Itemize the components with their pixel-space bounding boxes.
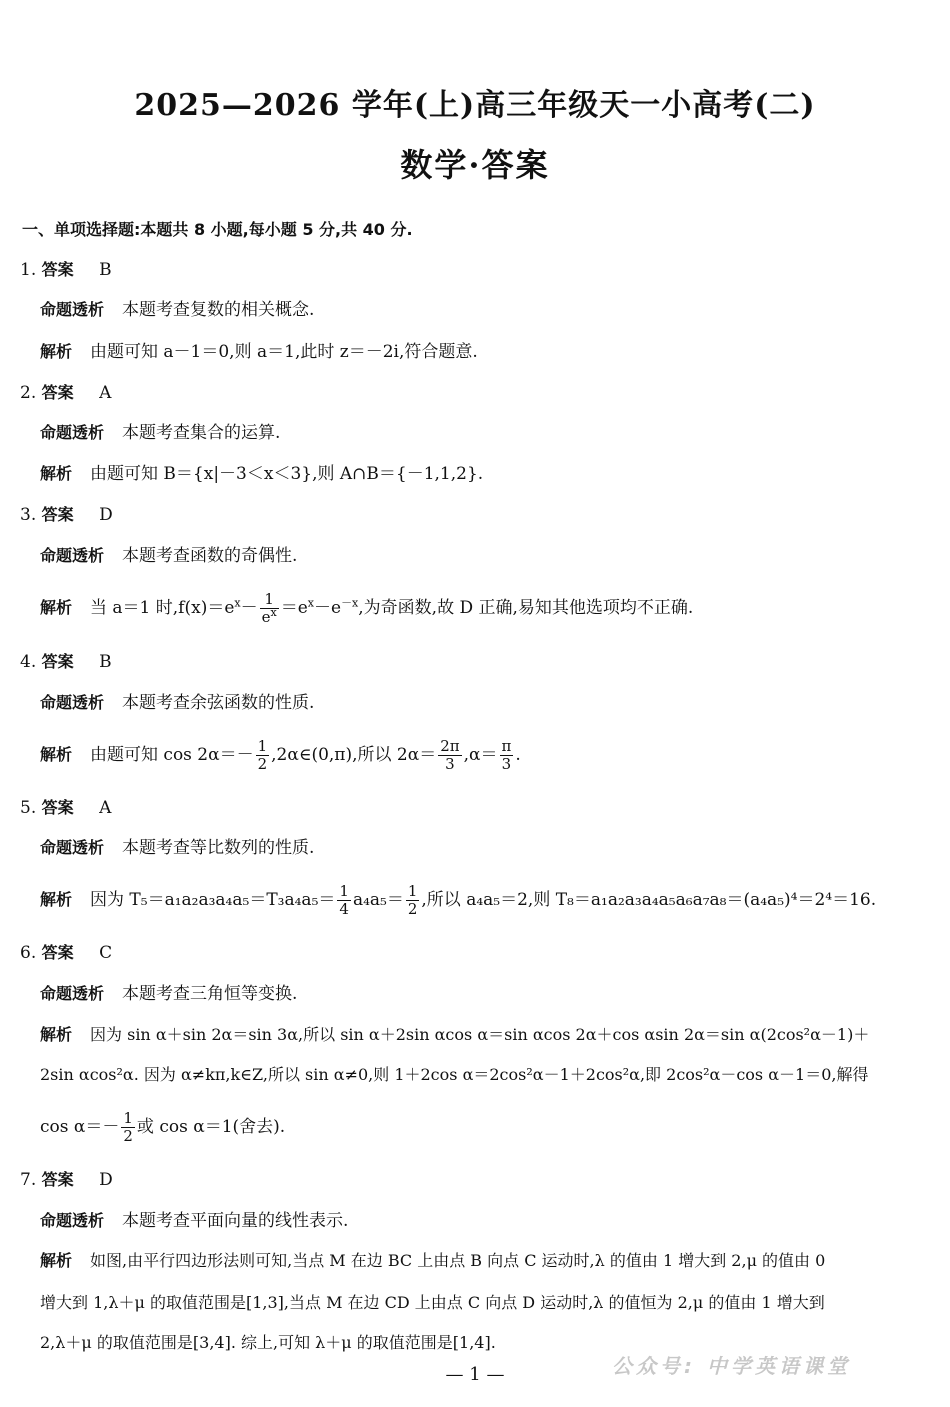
q4-analysis bbox=[40, 737, 521, 773]
q4-answer bbox=[20, 650, 112, 674]
q7-number: 7. bbox=[20, 1170, 37, 1190]
intent-label: 命题透析 bbox=[40, 546, 105, 565]
q5-intent bbox=[40, 836, 314, 860]
q3-intent bbox=[40, 544, 297, 568]
q3-frac-den: $e^x$ bbox=[261, 606, 277, 626]
q4-analysis-c: ,α＝ bbox=[463, 745, 498, 765]
q6-intent-text: 本题考查三角恒等变换. bbox=[122, 984, 298, 1004]
q6-analysis-l3a: cos α＝－ bbox=[40, 1117, 120, 1137]
q2-answer-value: A bbox=[99, 383, 112, 403]
q7-answer bbox=[20, 1168, 113, 1192]
q1-answer-value: B bbox=[99, 260, 112, 280]
q2-intent-text: 本题考查集合的运算. bbox=[122, 423, 281, 443]
q6-answer bbox=[20, 941, 112, 965]
q1-analysis bbox=[40, 340, 478, 364]
watermark: 公众号: 中学英语课堂 bbox=[612, 1354, 851, 1378]
q6-number: 6. bbox=[20, 943, 37, 963]
q5-analysis-a: 因为 T₅＝a₁a₂a₃a₄a₅＝T₃a₄a₅＝ bbox=[90, 890, 336, 910]
q5-intent-text: 本题考查等比数列的性质. bbox=[122, 838, 315, 858]
q3-intent-text: 本题考查函数的奇偶性. bbox=[122, 546, 298, 566]
analysis-label: 解析 bbox=[40, 464, 73, 483]
page-subtitle: 数学·答案 bbox=[400, 146, 550, 184]
q4-number: 4. bbox=[20, 652, 37, 672]
q3-answer bbox=[20, 503, 113, 527]
q7-intent bbox=[40, 1209, 348, 1233]
q2-intent bbox=[40, 421, 280, 445]
q4-analysis-d: . bbox=[515, 745, 521, 765]
page-title: 2025—2026 学年(上)高三年级天一小高考(二) bbox=[134, 88, 816, 123]
q5-frac1: $\frac{1}{4}$ bbox=[339, 882, 349, 918]
q3-analysis-a: 当 a＝1 时,f(x)＝e bbox=[90, 598, 235, 618]
q2-number: 2. bbox=[20, 383, 37, 403]
analysis-label: 解析 bbox=[40, 1025, 73, 1044]
q2-analysis bbox=[40, 462, 483, 486]
q3-number: 3. bbox=[20, 505, 37, 525]
intent-label: 命题透析 bbox=[40, 838, 105, 857]
q7-analysis-l2: 增大到 1,λ＋μ 的取值范围是[1,3],当点 M 在边 CD 上由点 C 向点 D 运动时,λ 的值恒为 2,μ 的值由 1 增大到 bbox=[40, 1293, 825, 1312]
q7-intent-text: 本题考查平面向量的线性表示. bbox=[122, 1211, 349, 1231]
q3-fraction bbox=[260, 591, 279, 626]
q1-analysis-text: 由题可知 a－1＝0,则 a＝1,此时 z＝－2i,符合题意. bbox=[90, 342, 478, 362]
intent-label: 命题透析 bbox=[40, 300, 105, 319]
q5-analysis-b: a₄a₅＝ bbox=[352, 890, 404, 910]
q5-answer-value: A bbox=[99, 798, 112, 818]
intent-label: 命题透析 bbox=[40, 1211, 105, 1230]
page-number: — 1 — bbox=[445, 1364, 505, 1385]
intent-label: 命题透析 bbox=[40, 984, 105, 1003]
q4-frac1: $\frac{1}{2}$ bbox=[257, 737, 268, 773]
q3-sup2: x bbox=[307, 596, 314, 610]
intent-label: 命题透析 bbox=[40, 693, 105, 712]
analysis-label: 解析 bbox=[40, 342, 73, 361]
answer-label: 答案 bbox=[41, 1170, 74, 1189]
q1-number: 1. bbox=[20, 260, 37, 280]
q7-analysis-line2 bbox=[40, 1291, 825, 1315]
analysis-label: 解析 bbox=[40, 1251, 73, 1270]
answer-label: 答案 bbox=[41, 798, 74, 817]
q1-intent bbox=[40, 298, 314, 322]
q5-analysis bbox=[40, 882, 876, 918]
intent-label: 命题透析 bbox=[40, 423, 105, 442]
q6-intent bbox=[40, 982, 297, 1006]
q3-analysis-c: －e bbox=[314, 598, 342, 618]
q4-intent-text: 本题考查余弦函数的性质. bbox=[122, 693, 315, 713]
q6-frac: $\frac{1}{2}$ bbox=[123, 1109, 133, 1145]
q6-analysis-l1: 因为 sin α＋sin 2α＝sin 3α,所以 sin α＋2sin αcos α＝sin αcos 2α＋cos αsin 2α＝sin α(2cos²α－1)＋ bbox=[90, 1025, 870, 1044]
answer-label: 答案 bbox=[41, 505, 74, 524]
q3-sup: x bbox=[234, 596, 241, 610]
q6-answer-value: C bbox=[99, 943, 113, 963]
analysis-label: 解析 bbox=[40, 745, 73, 764]
answer-label: 答案 bbox=[41, 260, 74, 279]
q6-analysis-l2: 2sin αcos²α. 因为 α≠kπ,k∈Z,所以 sin α≠0,则 1＋2cos α＝2cos²α－1＋2cos²α,即 2cos²α－cos α－1＝0,解得 bbox=[40, 1065, 869, 1084]
q3-analysis-d: ,为奇函数,故 D 正确,易知其他选项均不正确. bbox=[358, 598, 694, 618]
q4-intent bbox=[40, 691, 314, 715]
q7-analysis-line1 bbox=[40, 1249, 825, 1273]
q6-analysis-l3b: 或 cos α＝1(舍去). bbox=[136, 1117, 286, 1137]
q4-frac3: $\frac{\pi}{3}$ bbox=[501, 737, 512, 773]
q4-analysis-a: 由题可知 cos 2α＝－ bbox=[90, 745, 254, 765]
q1-intent-text: 本题考查复数的相关概念. bbox=[122, 300, 315, 320]
q4-answer-value: B bbox=[99, 652, 112, 672]
answer-label: 答案 bbox=[41, 383, 74, 402]
q3-analysis: 解析 当 a＝1 时$,f(x)=e^x-$ $\frac{1}{e^x}$ $=e^x-e^{-x}$,为奇函数,故 D 正确,易知其他选项均不正确. bbox=[40, 590, 694, 626]
q3-answer-value: D bbox=[99, 505, 113, 525]
q3-frac-num: 1 bbox=[260, 591, 279, 609]
q2-answer bbox=[20, 381, 111, 405]
q7-analysis-l1: 如图,由平行四边形法则可知,当点 M 在边 BC 上由点 B 向点 C 运动时,λ 的值由 1 增大到 2,μ 的值由 0 bbox=[90, 1251, 826, 1270]
q5-number: 5. bbox=[20, 798, 37, 818]
q4-analysis-b: ,2α∈(0,π),所以 2α＝ bbox=[271, 745, 437, 765]
q7-analysis-l3: 2,λ＋μ 的取值范围是[3,4]. 综上,可知 λ＋μ 的取值范围是[1,4]. bbox=[40, 1333, 496, 1352]
q4-frac2: $\frac{2\pi}{3}$ bbox=[440, 737, 460, 773]
q5-analysis-c: ,所以 a₄a₅＝2,则 T₈＝a₁a₂a₃a₄a₅a₆a₇a₈＝(a₄a₅)⁴＝2⁴＝16. bbox=[421, 890, 877, 910]
q5-answer bbox=[20, 796, 111, 820]
q7-analysis-line3 bbox=[40, 1331, 496, 1355]
analysis-label: 解析 bbox=[40, 890, 73, 909]
answer-label: 答案 bbox=[41, 943, 74, 962]
q7-answer-value: D bbox=[99, 1170, 113, 1190]
q3-analysis-b: ＝e bbox=[280, 598, 308, 618]
q6-analysis-line1 bbox=[40, 1023, 869, 1047]
q3-sup3: －x bbox=[341, 596, 359, 610]
section-heading: 一、单项选择题:本题共 8 小题,每小题 5 分,共 40 分. bbox=[22, 220, 413, 239]
analysis-label: 解析 bbox=[40, 598, 73, 617]
q5-frac2: $\frac{1}{2}$ bbox=[407, 882, 418, 918]
answer-label: 答案 bbox=[41, 652, 74, 671]
q2-analysis-text: 由题可知 B＝{x|－3＜x＜3},则 A∩B＝{－1,1,2}. bbox=[90, 464, 484, 484]
q6-analysis-line3 bbox=[40, 1109, 285, 1145]
q6-analysis-line2 bbox=[40, 1063, 868, 1087]
q1-answer bbox=[20, 258, 112, 282]
